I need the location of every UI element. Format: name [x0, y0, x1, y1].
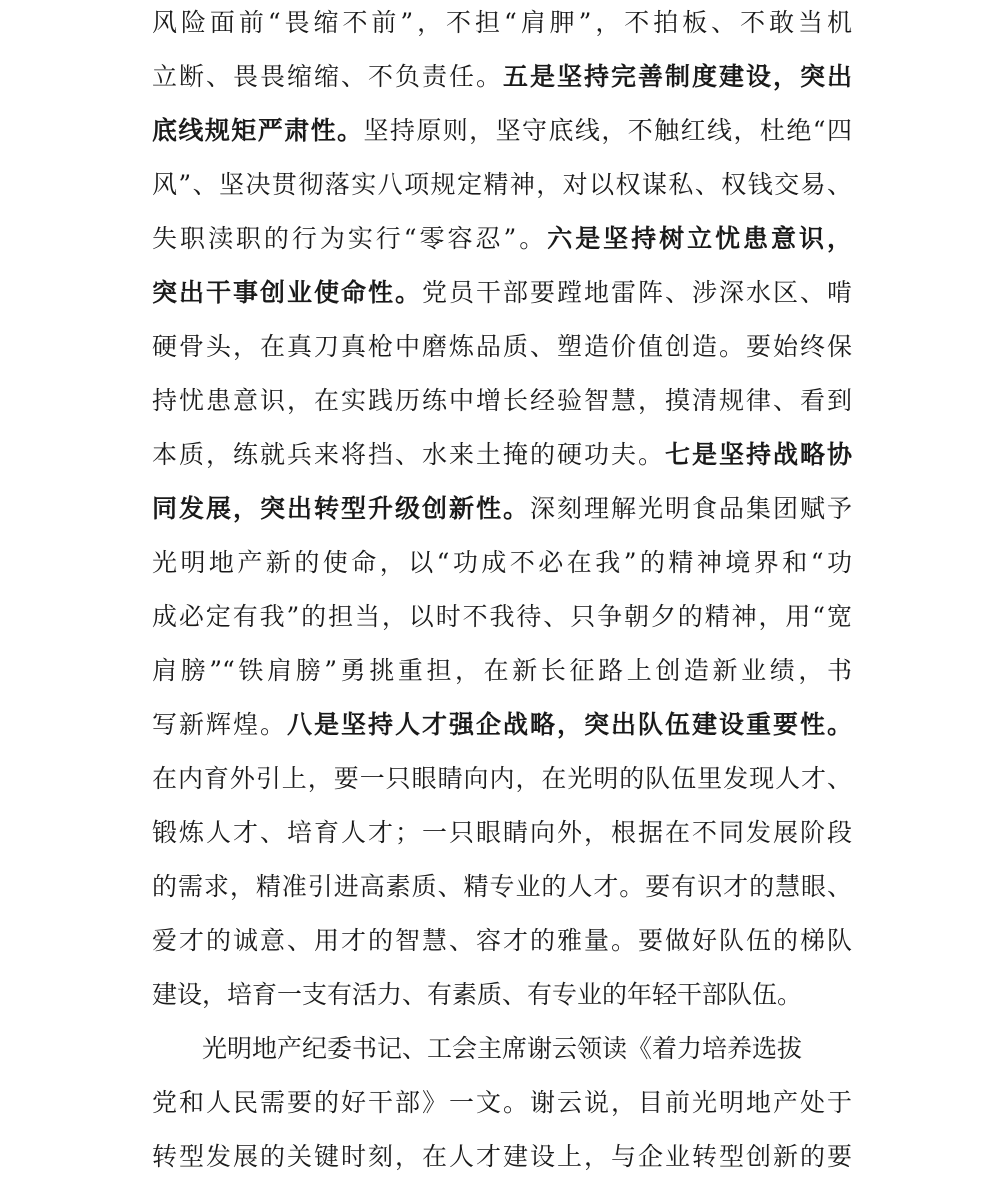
text-line [152, 698, 852, 752]
bold-text-run: 突出干事创业使命性。 [152, 278, 422, 307]
text-line [152, 158, 852, 212]
text-run: 风险面前“畏缩不前”，不担“肩胛”，不拍板、不敢当机 [152, 8, 852, 37]
text-run: 在内育外引上，要一只眼睛向内，在光明的队伍里发现人才、 [152, 764, 852, 793]
text-line [152, 50, 852, 104]
text-run: 光明地产新的使命，以“功成不必在我”的精神境界和“功 [152, 548, 852, 577]
text-run: 光明地产纪委书记、工会主席谢云领读《着力培养选拔 [202, 1034, 803, 1063]
text-run: 爱才的诚意、用才的智慧、容才的雅量。要做好队伍的梯队 [152, 926, 852, 955]
text-run: 本质，练就兵来将挡、水来土掩的硬功夫。 [152, 440, 665, 469]
paragraph [152, 0, 852, 1022]
text-line [152, 752, 852, 806]
text-run: 成必定有我”的担当，以时不我待、只争朝夕的精神，用“宽 [152, 602, 852, 631]
text-line [152, 914, 852, 968]
text-run: 锻炼人才、培育人才；一只眼睛向外，根据在不同发展阶段 [152, 818, 852, 847]
bold-text-run: 七是坚持战略协 [664, 440, 852, 469]
text-run: 的需求，精准引进高素质、精专业的人才。要有识才的慧眼、 [152, 872, 852, 901]
text-run: 失职渎职的行为实行“零容忍”。 [152, 224, 548, 253]
text-run: 持忧患意识，在实践历练中增长经验智慧，摸清规律、看到 [152, 386, 852, 415]
bold-text-run: 六是坚持树立忧患意识， [547, 224, 852, 253]
text-line [152, 266, 852, 320]
text-run: 转型发展的关键时刻，在人才建设上，与企业转型创新的要 [152, 1142, 852, 1171]
text-run: 肩膀”“铁肩膀”勇挑重担，在新长征路上创造新业绩，书 [152, 656, 852, 685]
bold-text-run: 五是坚持完善制度建设，突出 [503, 62, 852, 91]
text-line [152, 104, 852, 158]
text-run: 风”、坚决贯彻落实八项规定精神，对以权谋私、权钱交易、 [152, 170, 852, 199]
text-run: 党员干部要蹚地雷阵、涉深水区、啃 [422, 278, 852, 307]
text-run: 硬骨头，在真刀真枪中磨炼品质、塑造价值创造。要始终保 [152, 332, 852, 361]
text-line [152, 860, 852, 914]
text-run: 立断、畏畏缩缩、不负责任。 [152, 62, 503, 91]
bold-text-run: 同发展，突出转型升级创新性。 [152, 494, 530, 523]
text-run: 深刻理解光明食品集团赋予 [529, 494, 852, 523]
bold-text-run: 八是坚持人才强企战略，突出队伍建设重要性。 [287, 710, 852, 739]
text-line [152, 968, 852, 1022]
text-line [152, 1130, 852, 1184]
text-run: 坚持原则，坚守底线，不触红线，杜绝“四 [363, 116, 852, 145]
text-line [152, 482, 852, 536]
text-line [152, 0, 852, 50]
text-run: 建设，培育一支有活力、有素质、有专业的年轻干部队伍。 [152, 980, 803, 1009]
text-line [152, 806, 852, 860]
text-line [152, 590, 852, 644]
text-line [152, 428, 852, 482]
document-page [152, 0, 852, 1184]
bold-text-run: 底线规矩严肃性。 [152, 116, 364, 145]
text-run: 党和人民需要的好干部》一文。谢云说，目前光明地产处于 [152, 1088, 852, 1117]
text-line [152, 1022, 852, 1076]
text-line [152, 644, 852, 698]
text-run: 写新辉煌。 [152, 710, 287, 739]
text-line [152, 1076, 852, 1130]
text-line [152, 320, 852, 374]
paragraph [152, 1022, 852, 1184]
text-line [152, 212, 852, 266]
text-line [152, 374, 852, 428]
text-line [152, 536, 852, 590]
